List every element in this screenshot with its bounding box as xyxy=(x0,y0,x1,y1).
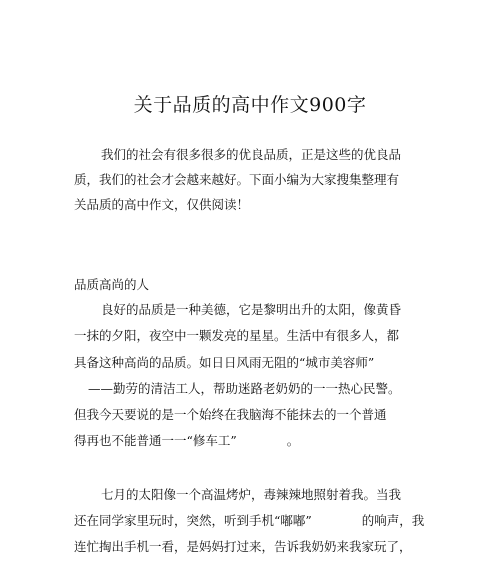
paragraph1-line-3: 具备这种高尚的品质。如日日风雨无阻的“城市美容师” xyxy=(74,355,375,370)
section-heading: 品质高尚的人 xyxy=(74,277,150,292)
paragraph2-line-3: 连忙掏出手机一看，是妈妈打过来，告诉我奶奶来我家玩了， xyxy=(74,539,412,554)
intro-line-2: 质，我们的社会才会越来越好。下面小编为大家搜集整理有 xyxy=(74,172,400,187)
paragraph2-line-2: 还在同学家里玩时，突然，听到手机“嘟嘟” 的响声，我 xyxy=(74,513,425,528)
paragraph1-line-1: 良好的品质是一种美德，它是黎明出升的太阳，像黄昏 xyxy=(101,302,402,317)
intro-line-3: 关品质的高中作文，仅供阅读！ xyxy=(74,197,250,212)
paragraph2-line-1: 七月的太阳像一个高温烤炉，毒辣辣地照射着我。当我 xyxy=(101,487,402,502)
paragraph1-line-6: 得再也不能普通一一“修车工” 。 xyxy=(74,433,300,448)
paragraph1-line-2: 一抹的夕阳，夜空中一颗发亮的星星。生活中有很多人，都 xyxy=(74,328,400,343)
intro-line-1: 我们的社会有很多很多的优良品质，正是这些的优良品 xyxy=(101,147,402,162)
paragraph1-line-4: ——勤劳的清洁工人，帮助迷路老奶奶的一一热心民警。 xyxy=(88,381,401,396)
document-title: 关于品质的高中作文900字 xyxy=(133,94,367,116)
paragraph1-line-5: 但我今天要说的是一个始终在我脑海不能抹去的一个普通 xyxy=(74,407,387,422)
